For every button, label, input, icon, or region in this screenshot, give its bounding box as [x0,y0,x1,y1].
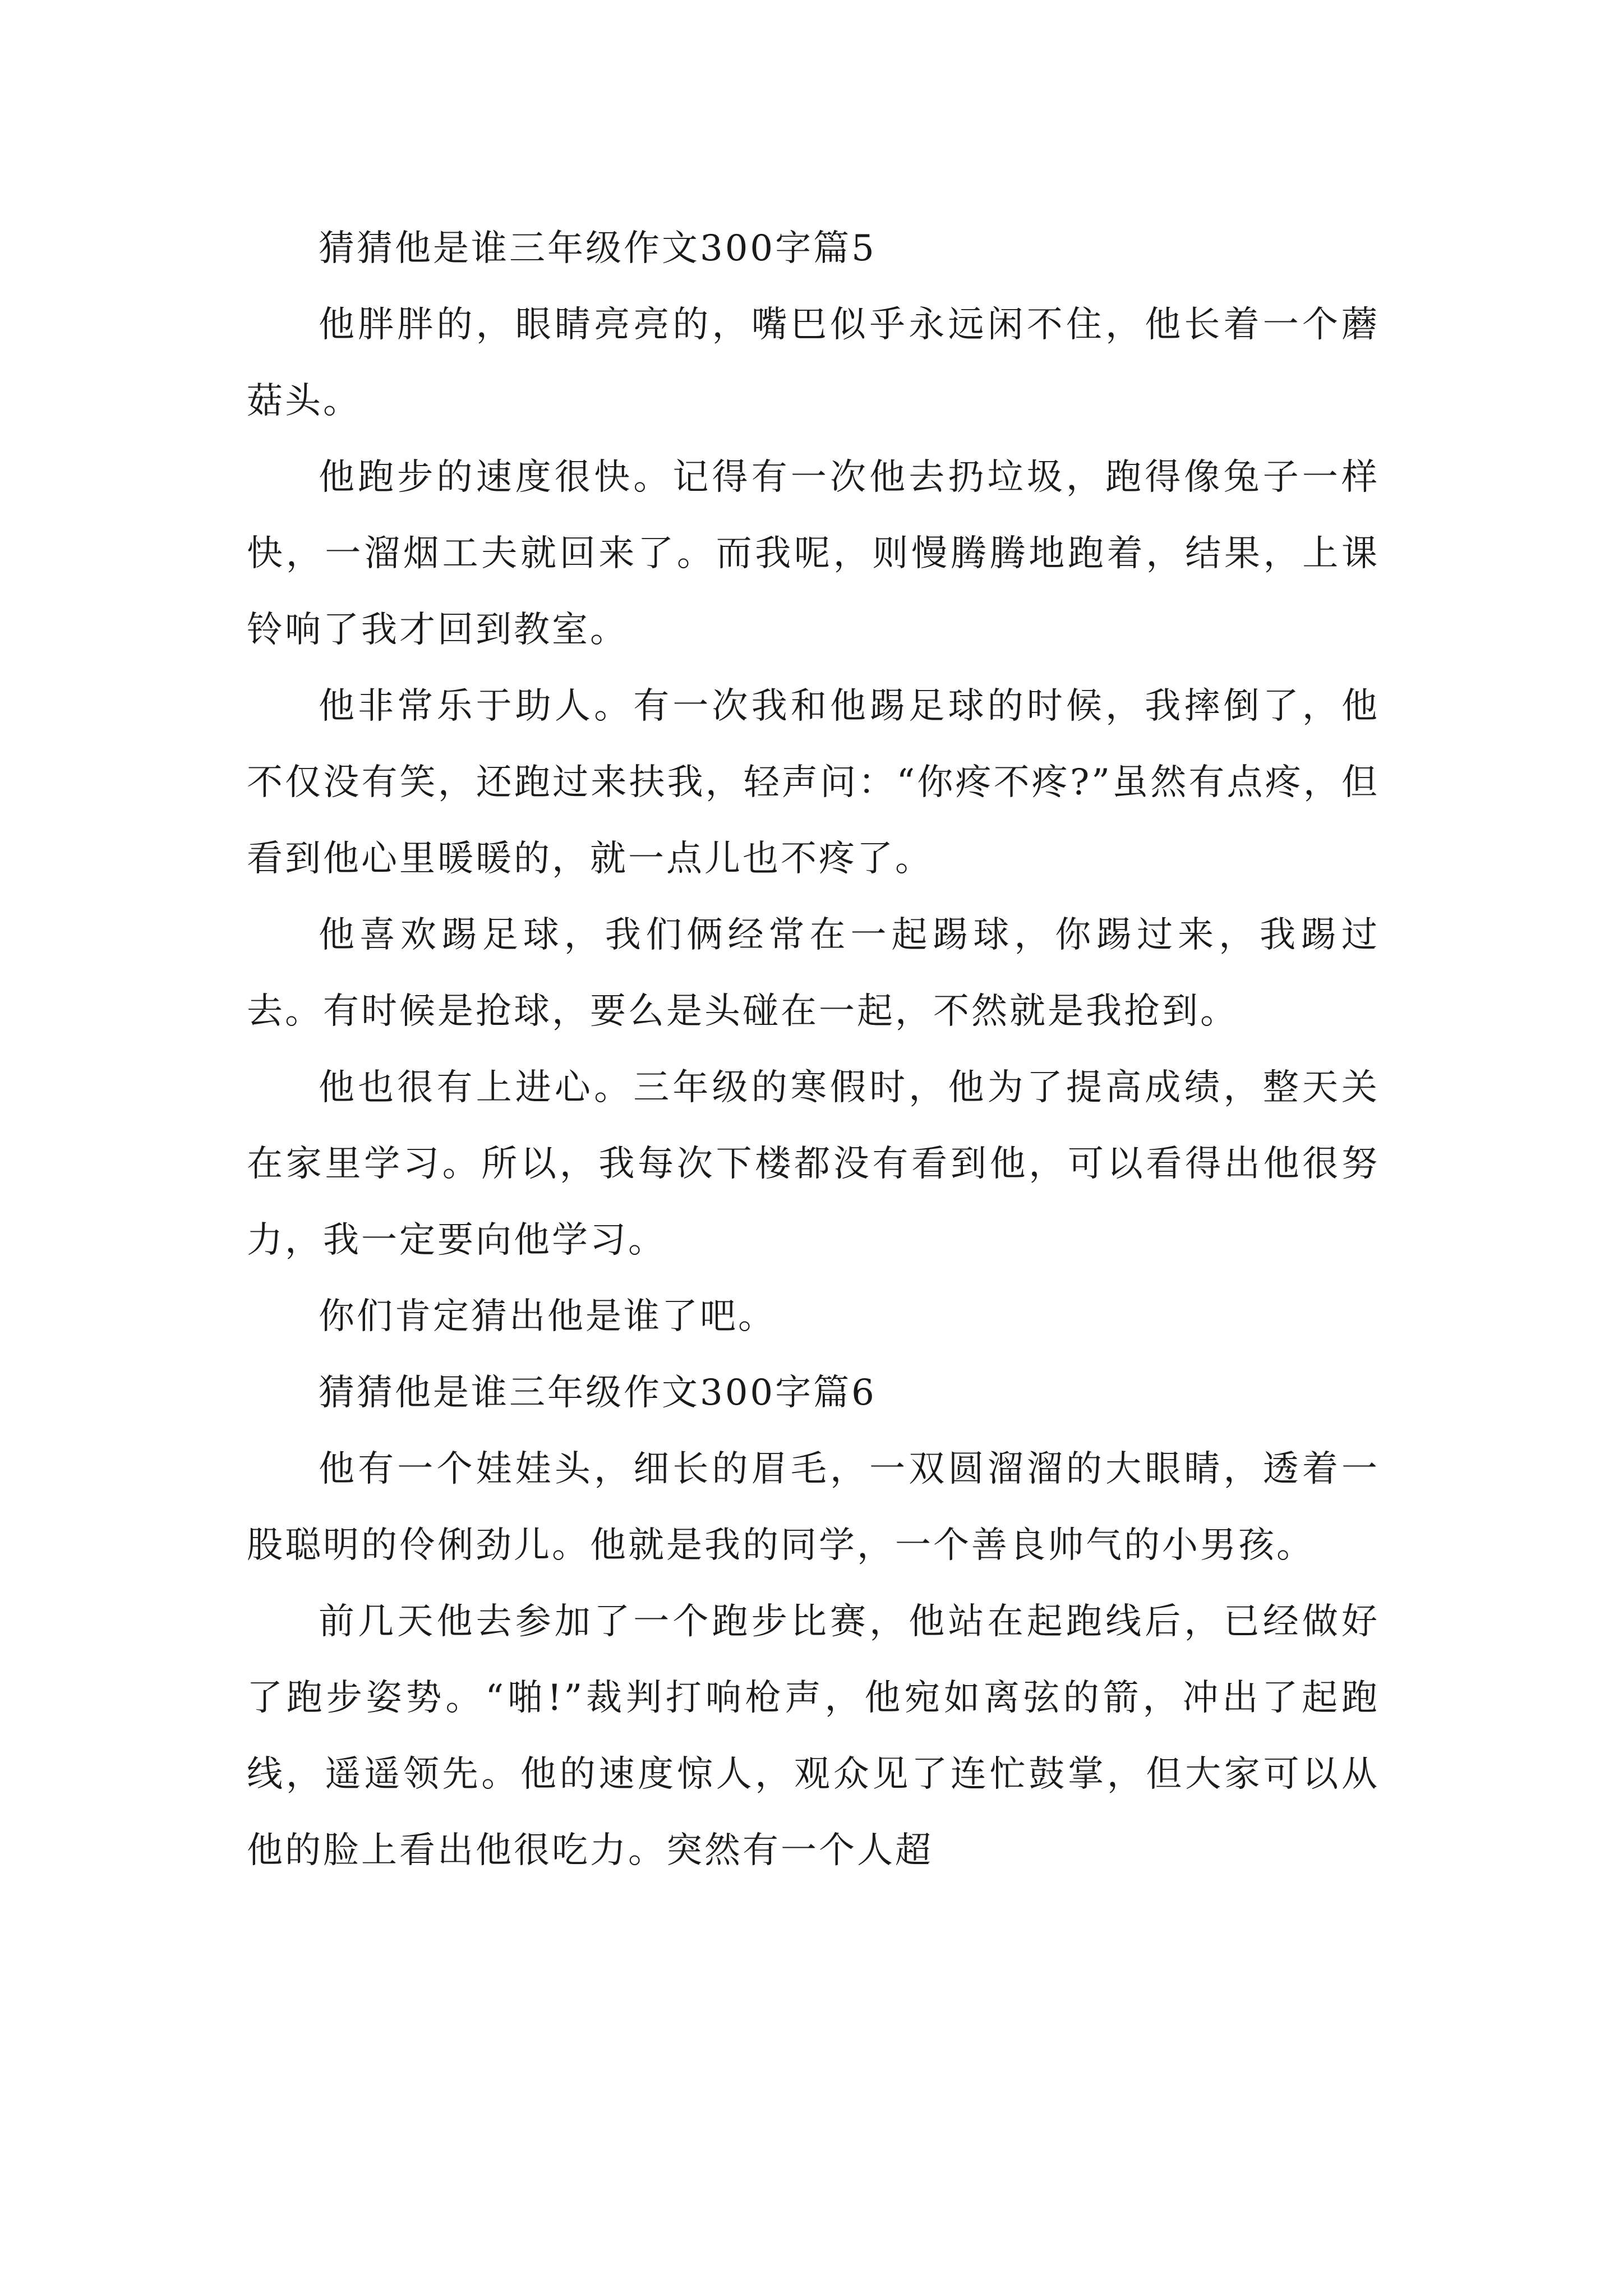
paragraph: 他跑步的速度很快。记得有一次他去扔垃圾，跑得像兔子一样快，一溜烟工夫就回来了。而我呢，则慢腾腾地跑着，结果，上课铃响了我才回到教室。 [247,457,1380,651]
paragraph: 他也很有上进心。三年级的寒假时，他为了提高成绩，整天关在家里学习。所以，我每次下楼都没有看到他，可以看得出他很努力，我一定要向他学习。 [247,1067,1380,1261]
paragraph: 他非常乐于助人。有一次我和他踢足球的时候，我摔倒了，他不仅没有笑，还跑过来扶我，轻声问：“你疼不疼?”虽然有点疼，但看到他心里暖暖的，就一点儿也不疼了。 [247,685,1380,880]
paragraph: 他胖胖的，眼睛亮亮的，嘴巴似乎永远闲不住，他长着一个蘑菇头。 [247,304,1380,422]
section-heading-6: 猜猜他是谁三年级作文300字篇6 [319,1372,877,1414]
paragraph: 你们肯定猜出他是谁了吧。 [319,1296,776,1337]
paragraph: 他有一个娃娃头，细长的眉毛，一双圆溜溜的大眼睛，透着一股聪明的伶俐劲儿。他就是我的同学，一个善良帅气的小男孩。 [247,1448,1380,1566]
paragraph: 前几天他去参加了一个跑步比赛，他站在起跑线后，已经做好了跑步姿势。“啪!”裁判打响枪声，他宛如离弦的箭，冲出了起跑线，遥遥领先。他的速度惊人，观众见了连忙鼓掌，但大家可以从他的脸上看出他很吃力。突然有一个人超 [247,1601,1380,1871]
paragraph: 他喜欢踢足球，我们俩经常在一起踢球，你踢过来，我踢过去。有时候是抢球，要么是头碰在一起，不然就是我抢到。 [247,914,1380,1032]
section-heading-5: 猜猜他是谁三年级作文300字篇5 [319,228,877,269]
document-body [247,210,1380,1889]
